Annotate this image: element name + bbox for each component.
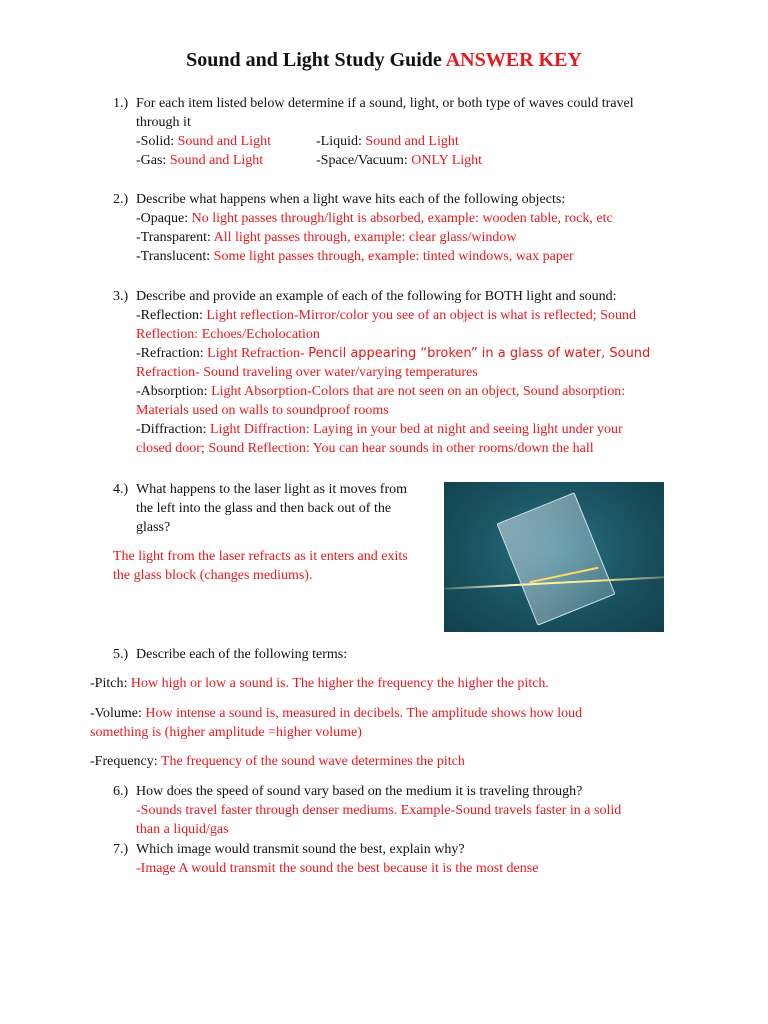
- liquid-answer: Sound and Light: [365, 134, 459, 149]
- opaque-label: -Opaque:: [136, 211, 192, 226]
- diffraction-answer: Light Diffraction: Laying in your bed at night and seeing light under your: [210, 422, 623, 437]
- absorption-label: -Absorption:: [136, 384, 212, 399]
- question-7: [136, 840, 676, 878]
- space-label: -Space/Vacuum:: [316, 153, 412, 168]
- translucent-label: -Translucent:: [136, 249, 214, 264]
- pitch-answer: How high or low a sound is. The higher the frequency the higher the pitch.: [130, 676, 549, 691]
- solid-answer: Sound and Light: [177, 134, 271, 149]
- question-6-answer: -Sounds travel faster through denser mediums. Example-Sound travels faster in a solid: [136, 803, 622, 818]
- question-4-number: 4.): [113, 482, 129, 497]
- space-answer: ONLY Light: [411, 153, 483, 168]
- question-1-prompt: For each item listed below determine if a sound, light, or both type of waves could travel: [136, 96, 634, 111]
- question-7-prompt: Which image would transmit sound the best, explain why?: [136, 842, 465, 857]
- translucent-answer: Some light passes through, example: tinted windows, wax paper: [213, 249, 574, 264]
- liquid-label: -Liquid:: [316, 134, 366, 149]
- question-6: [136, 782, 696, 839]
- refraction-answer: Light Refraction-: [207, 346, 309, 361]
- diffraction-answer-cont: closed door; Sound Reflection: You can hear sounds in other rooms/down the hall: [136, 441, 594, 456]
- reflection-answer: Light reflection-Mirror/color you see of an object is what is reflected; Sound: [206, 308, 636, 323]
- question-1: [136, 94, 696, 170]
- question-7-answer: -Image A would transmit the sound the best because it is the most dense: [136, 861, 539, 876]
- frequency-answer: The frequency of the sound wave determines the pitch: [160, 754, 465, 769]
- pitch-item: [90, 674, 549, 693]
- question-4-prompt: What happens to the laser light as it moves from: [136, 482, 407, 497]
- volume-answer-cont: something is (higher amplitude =higher volume): [90, 725, 362, 740]
- volume-answer: How intense a sound is, measured in decibels. The amplitude shows how loud: [145, 706, 583, 721]
- q1-row-gas-space: [136, 151, 696, 170]
- question-2-number: 2.): [113, 192, 129, 207]
- laser-glass-photo: [444, 482, 664, 632]
- gas-label: -Gas:: [136, 153, 170, 168]
- page-title: Sound and Light Study Guide ANSWER KEY: [186, 49, 582, 71]
- question-4: [136, 480, 436, 537]
- frequency-item: [90, 752, 465, 771]
- opaque-answer: No light passes through/light is absorbed, example: wooden table, rock, etc: [191, 211, 613, 226]
- solid-label: -Solid:: [136, 134, 178, 149]
- q1-row-solid-liquid: [136, 132, 696, 151]
- question-3: [136, 287, 676, 458]
- question-4-prompt-end: glass?: [136, 520, 171, 535]
- frequency-label: -Frequency:: [90, 754, 161, 769]
- glass-block: [496, 492, 615, 625]
- question-2-prompt: Describe what happens when a light wave hits each of the following objects:: [136, 192, 566, 207]
- refraction-answer-cont: Refraction- Sound traveling over water/varying temperatures: [136, 365, 478, 380]
- diffraction-label: -Diffraction:: [136, 422, 210, 437]
- question-3-prompt: Describe and provide an example of each of the following for BOTH light and sound:: [136, 289, 617, 304]
- volume-label: -Volume:: [90, 706, 146, 721]
- absorption-answer-cont: Materials used on walls to soundproof rooms: [136, 403, 389, 418]
- reflection-label: -Reflection:: [136, 308, 207, 323]
- question-6-number: 6.): [113, 784, 129, 799]
- absorption-answer: Light Absorption-Colors that are not seen on an object, Sound absorption:: [211, 384, 626, 399]
- question-7-number: 7.): [113, 842, 129, 857]
- pitch-label: -Pitch:: [90, 676, 131, 691]
- question-1-number: 1.): [113, 96, 129, 111]
- question-3-number: 3.): [113, 289, 129, 304]
- volume-item: [90, 704, 582, 742]
- question-2: [136, 190, 676, 266]
- reflection-answer-cont: Reflection: Echoes/Echolocation: [136, 327, 320, 342]
- refraction-label: -Refraction:: [136, 346, 208, 361]
- question-4-answer: The light from the laser refracts as it enters and exits the glass block (changes mediums).: [113, 549, 408, 583]
- answer-key-label: ANSWER KEY: [445, 49, 582, 71]
- question-1-prompt-cont: through it: [136, 115, 191, 130]
- question-6-answer-cont: than a liquid/gas: [136, 822, 229, 837]
- question-4-prompt-cont: the left into the glass and then back out of the: [136, 501, 392, 516]
- gas-answer: Sound and Light: [169, 153, 264, 168]
- transparent-label: -Transparent:: [136, 230, 214, 245]
- transparent-answer: All light passes through, example: clear glass/window: [213, 230, 517, 245]
- question-5-number: 5.): [113, 647, 129, 662]
- question-5-prompt: Describe each of the following terms:: [136, 647, 348, 662]
- refraction-answer-example: Pencil appearing “broken” in a glass of water, Sound: [308, 346, 651, 361]
- question-6-prompt: How does the speed of sound vary based on the medium it is traveling through?: [136, 784, 583, 799]
